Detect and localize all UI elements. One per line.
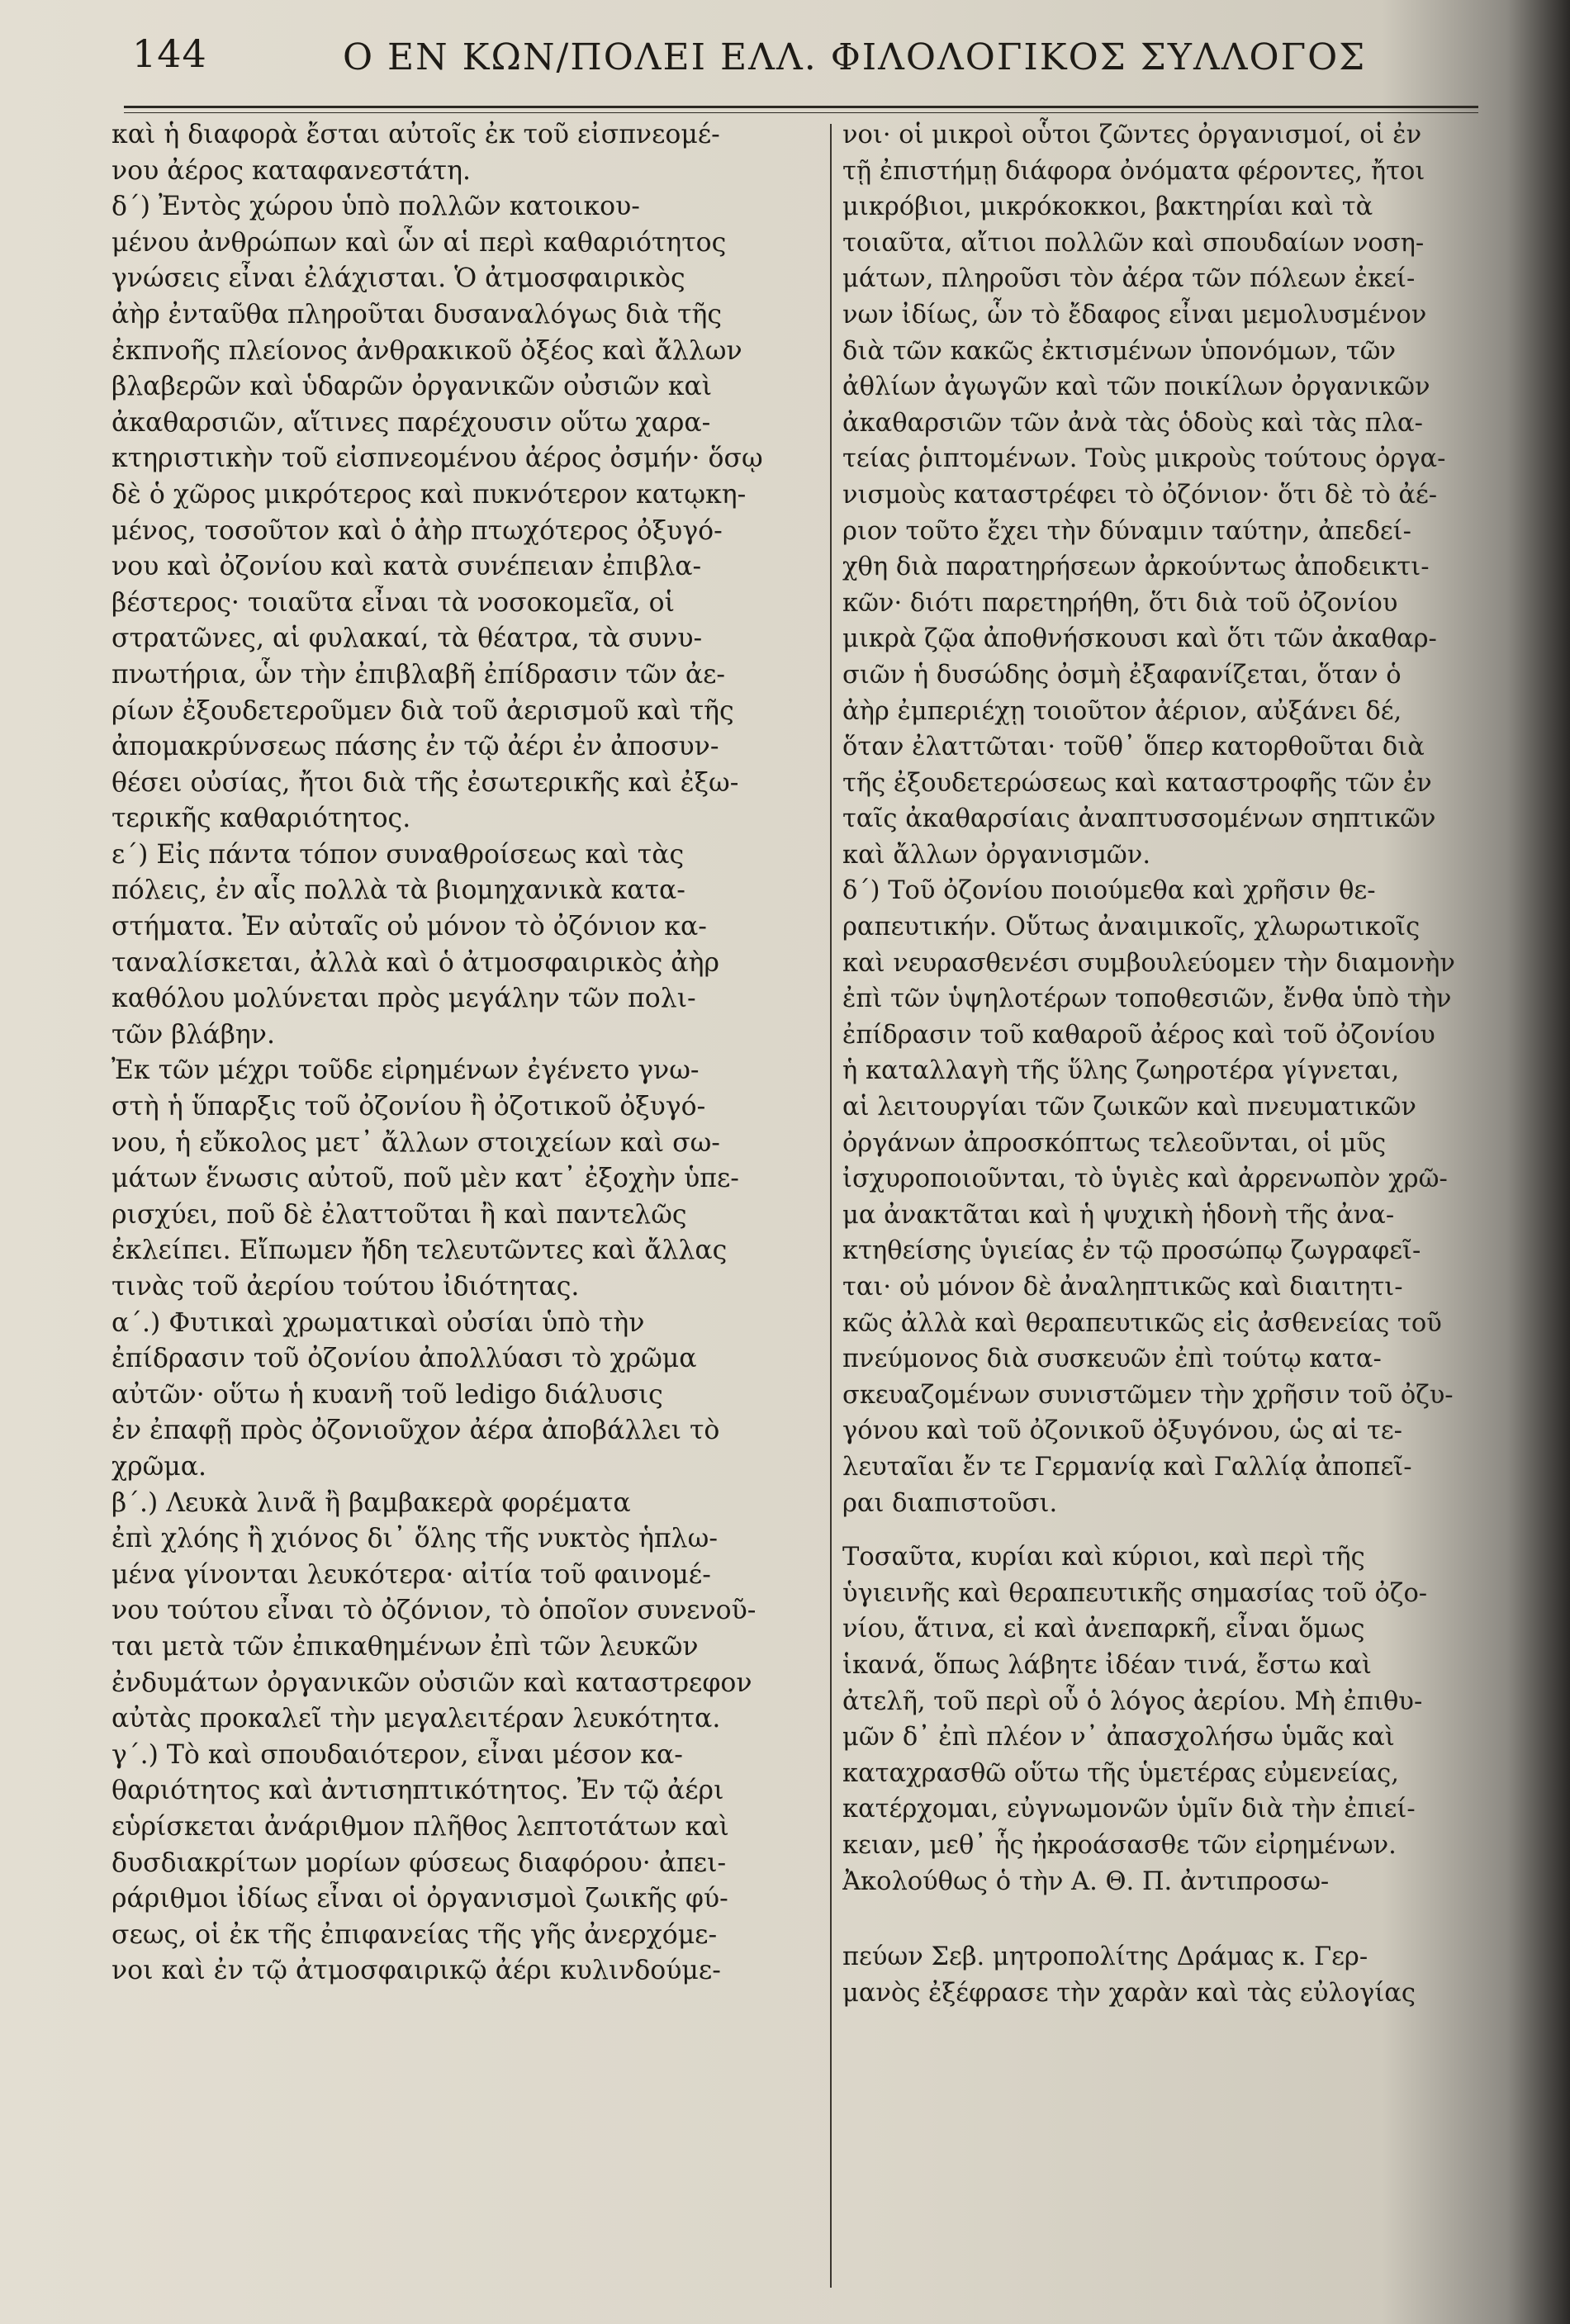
- text-line: λευταῖαι ἔν τε Γερμανίᾳ καὶ Γαλλίᾳ ἀποπεῖ-: [842, 1452, 1412, 1482]
- text-line: τερικῆς καθαριότητος.: [111, 804, 411, 834]
- text-line: ἀκαθαρσιῶν, αἵτινες παρέχουσιν οὕτω χαρα-: [111, 407, 711, 438]
- text-line: μένου ἀνθρώπων καὶ ὧν αἱ περὶ καθαριότητος: [111, 227, 727, 258]
- text-line: εὑρίσκεται ἀνάριθμον πλῆθος λεπτοτάτων καὶ: [111, 1811, 729, 1842]
- text-line: ἀτελῆ, τοῦ περὶ οὗ ὁ λόγος ἀερίου. Μὴ ἐπιθυ-: [842, 1686, 1423, 1716]
- text-line: ἀθλίων ἀγωγῶν καὶ τῶν ποικίλων ὀργανικῶν: [842, 372, 1430, 402]
- paragraph-gap: [842, 1521, 1478, 1539]
- text-line: μικρὰ ζῷα ἀποθνήσκουσι καὶ ὅτι τῶν ἀκαθαρ-: [842, 624, 1437, 654]
- text-line: ὀργάνων ἀπροσκόπτως τελεοῦνται, οἱ μῦς: [842, 1128, 1387, 1158]
- text-line: ἐκλείπει. Εἴπωμεν ἤδη τελευτῶντες καὶ ἄλλας: [111, 1236, 728, 1266]
- text-line: ράριθμοι ἰδίως εἶναι οἱ ὀργανισμοὶ ζωικῆς φύ-: [111, 1884, 728, 1914]
- text-line: πόλεις, ἐν αἷς πολλὰ τὰ βιομηχανικὰ κατα-: [111, 875, 685, 906]
- text-line: ταῖς ἀκαθαρσίαις ἀναπτυσσομένων σηπτικῶν: [842, 804, 1436, 834]
- text-line: δὲ ὁ χῶρος μικρότερος καὶ πυκνότερον κατῳκη-: [111, 479, 747, 510]
- text-line: ἐκπνοῆς πλείονος ἀνθρακικοῦ ὀξέος καὶ ἄλλων: [111, 335, 742, 366]
- text-line: ε΄) Εἰς πάντα τόπον συναθροίσεως καὶ τὰς: [111, 839, 685, 870]
- text-line: νου καὶ ὀζονίου καὶ κατὰ συνέπειαν ἐπιβλα-: [111, 552, 702, 582]
- running-title: Ο ΕΝ ΚΩΝ/ΠΟΛΕΙ ΕΛΛ. ΦΙΛΟΛΟΓΙΚΟΣ ΣΥΛΛΟΓΟΣ: [343, 36, 1367, 78]
- text-line: γ΄.) Τὸ καὶ σπουδαιότερον, εἶναι μέσον κα-: [111, 1739, 683, 1770]
- text-line: γνώσεις εἶναι ἐλάχισται. Ὁ ἀτμοσφαιρικὸς: [111, 263, 685, 294]
- text-line: τῆς ἐξουδετερώσεως καὶ καταστροφῆς τῶν ἐν: [842, 768, 1432, 798]
- text-line: καὶ νευρασθενέσι συμβουλεύομεν τὴν διαμονὴν: [842, 948, 1455, 978]
- text-line: νου τούτου εἶναι τὸ ὀζόνιον, τὸ ὁποῖον συνενοῦ-: [111, 1596, 757, 1626]
- text-line: ὅταν ἐλαττῶται· τοῦθ᾽ ὅπερ κατορθοῦται διὰ: [842, 733, 1425, 762]
- text-line: α΄.) Φυτικαὶ χρωματικαὶ οὐσίαι ὑπὸ τὴν: [111, 1307, 645, 1338]
- text-line: πνεύμονος διὰ συσκευῶν ἐπὶ τούτῳ κατα-: [842, 1345, 1382, 1374]
- text-line: ἐπὶ τῶν ὑψηλοτέρων τοποθεσιῶν, ἔνθα ὑπὸ τὴν: [842, 984, 1452, 1014]
- text-line: αὐτῶν· οὕτω ἡ κυανῆ τοῦ ledigo διάλυσις: [111, 1379, 663, 1410]
- text-line: ἰσχυροποιοῦνται, τὸ ὑγιὲς καὶ ἀρρενωπὸν χρῶ-: [842, 1164, 1448, 1194]
- text-line: νου, ἡ εὔκολος μετ᾽ ἄλλων στοιχείων καὶ σω-: [111, 1127, 720, 1158]
- text-line: χθη διὰ παρατηρήσεων ἀρκούντως ἀποδεικτι-: [842, 553, 1430, 582]
- text-line: βέστερος· τοιαῦτα εἶναι τὰ νοσοκομεῖα, οἱ: [111, 587, 675, 618]
- text-line: κειαν, μεθ᾽ ἧς ἠκροάσασθε τῶν εἰρημένων.: [842, 1830, 1397, 1860]
- text-line: β΄.) Λευκὰ λινᾶ ἢ βαμβακερὰ φορέματα: [111, 1487, 631, 1518]
- text-line: τινὰς τοῦ ἀερίου τούτου ἰδιότητας.: [111, 1272, 580, 1302]
- text-line: νοι· οἱ μικροὶ οὗτοι ζῶντες ὀργανισμοί, οἱ ἐν: [842, 121, 1422, 149]
- text-line: ταναλίσκεται, ἀλλὰ καὶ ὁ ἀτμοσφαιρικὸς ἀὴρ: [111, 947, 719, 978]
- text-line: μένα γίνονται λευκότερα· αἰτία τοῦ φαινομέ-: [111, 1559, 711, 1590]
- text-line: ἐνδυμάτων ὀργανικῶν οὐσιῶν καὶ καταστρεφον: [111, 1667, 752, 1698]
- page-header: [132, 25, 1367, 99]
- text-line: μάτων, πληροῦσι τὸν ἀέρα τῶν πόλεων ἐκεί-: [842, 264, 1416, 294]
- text-line: αἱ λειτουργίαι τῶν ζωικῶν καὶ πνευματικῶν: [842, 1093, 1416, 1122]
- text-line: μένος, τοσοῦτον καὶ ὁ ἀὴρ πτωχότερος ὀξυγό-: [111, 515, 723, 546]
- left-column: [111, 117, 780, 1990]
- text-line: ἀὴρ ἐνταῦθα πληροῦται δυσαναλόγως διὰ τῆς: [111, 299, 723, 330]
- text-line: τῶν βλάβην.: [111, 1019, 275, 1050]
- right-column: [842, 117, 1478, 2011]
- text-line: καταχρασθῶ οὕτω τῆς ὑμετέρας εὐμενείας,: [842, 1758, 1399, 1788]
- text-line: ραι διαπιστοῦσι.: [842, 1488, 1058, 1518]
- text-line: κατέρχομαι, εὐγνωμονῶν ὑμῖν διὰ τὴν ἐπιεί-: [842, 1795, 1416, 1824]
- header-rule: [124, 106, 1478, 108]
- text-line: ἐν ἐπαφῇ πρὸς ὀζονιοῦχον ἀέρα ἀποβάλλει τὸ: [111, 1416, 720, 1446]
- text-line: στρατῶνες, αἱ φυλακαί, τὰ θέατρα, τὰ συνυ-: [111, 624, 703, 654]
- text-line: βλαβερῶν καὶ ὑδαρῶν ὀργανικῶν οὐσιῶν καὶ: [111, 372, 713, 402]
- text-line: ριον τοῦτο ἔχει τὴν δύναμιν ταύτην, ἀπεδεί-: [842, 516, 1411, 546]
- text-line: τῇ ἐπιστήμῃ διάφορα ὀνόματα φέροντες, ἤτοι: [842, 156, 1425, 186]
- text-line: πεύων Σεβ. μητροπολίτης Δράμας κ. Γερ-: [842, 1942, 1368, 1972]
- text-line: δ΄) Ἐντὸς χώρου ὑπὸ πολλῶν κατοικου-: [111, 192, 640, 222]
- text-line: γόνου καὶ τοῦ ὀζονικοῦ ὀξυγόνου, ὡς αἱ τε-: [842, 1416, 1402, 1446]
- text-line: ἐπὶ χλόης ἢ χιόνος δι᾽ ὅλης τῆς νυκτὸς ἡπλω-: [111, 1524, 718, 1554]
- text-line: κῶν· διότι παρετηρήθη, ὅτι διὰ τοῦ ὀζονίου: [842, 588, 1398, 618]
- text-line: Ἀκολούθως ὁ τὴν Α. Θ. Π. ἀντιπροσω-: [842, 1866, 1330, 1896]
- text-line: μανὸς ἐξέφρασε τὴν χαρὰν καὶ τὰς εὐλογίας: [842, 1978, 1416, 2008]
- text-line: κτηθείσης ὑγιείας ἐν τῷ προσώπῳ ζωγραφεῖ-: [842, 1236, 1421, 1266]
- text-line: μικρόβιοι, μικρόκοκκοι, βακτηρίαι καὶ τὰ: [842, 192, 1373, 222]
- text-line: ἐπίδρασιν τοῦ καθαροῦ ἀέρος καὶ τοῦ ὀζονίου: [842, 1020, 1435, 1050]
- text-line: τείας ῥιπτομένων. Τοὺς μικροὺς τούτους ὀργα-: [842, 444, 1446, 474]
- text-line: ρισχύει, ποῦ δὲ ἐλαττοῦται ἢ καὶ παντελῶς: [111, 1199, 687, 1230]
- text-line: χρῶμα.: [111, 1451, 207, 1482]
- text-line: νισμοὺς καταστρέφει τὸ ὀζόνιον· ὅτι δὲ τὸ ἀέ-: [842, 480, 1438, 510]
- text-line: ἀπομακρύνσεως πάσης ἐν τῷ ἀέρι ἐν ἀποσυν-: [111, 732, 719, 762]
- text-line: διὰ τῶν κακῶς ἐκτισμένων ὑπονόμων, τῶν: [842, 336, 1397, 366]
- text-line: ἡ καταλλαγὴ τῆς ὕλης ζωηροτέρα γίγνεται,: [842, 1056, 1400, 1086]
- text-line: ἐπίδρασιν τοῦ ὀζονίου ἀπολλύασι τὸ χρῶμα: [111, 1344, 697, 1374]
- paragraph-gap: [842, 1900, 1478, 1939]
- text-line: σεως, οἱ ἐκ τῆς ἐπιφανείας τῆς γῆς ἀνερχόμε-: [111, 1919, 718, 1950]
- text-line: μῶν δ᾽ ἐπὶ πλέον ν᾽ ἀπασχολήσω ὑμᾶς καὶ: [842, 1723, 1395, 1752]
- text-line: σκευαζομένων συνιστῶμεν τὴν χρῆσιν τοῦ ὀζυ-: [842, 1380, 1454, 1410]
- page-number: 144: [132, 31, 207, 76]
- text-line: θέσει οὐσίας, ἤτοι διὰ τῆς ἐσωτερικῆς καὶ ἐξω-: [111, 767, 739, 798]
- text-line: ρίων ἐξουδετεροῦμεν διὰ τοῦ ἀερισμοῦ καὶ τῆς: [111, 695, 734, 726]
- text-line: Ἐκ τῶν μέχρι τοῦδε εἰρημένων ἐγένετο γνω-: [111, 1055, 700, 1086]
- text-line: δ΄) Τοῦ ὀζονίου ποιούμεθα καὶ χρῆσιν θε-: [842, 876, 1376, 906]
- text-line: Τοσαῦτα, κυρίαι καὶ κύριοι, καὶ περὶ τῆς: [842, 1543, 1365, 1572]
- text-line: στὴ ἡ ὕπαρξις τοῦ ὀζονίου ἢ ὀζοτικοῦ ὀξυγό-: [111, 1092, 706, 1122]
- text-line: ραπευτικήν. Οὕτως ἀναιμικοῖς, χλωρωτικοῖς: [842, 913, 1421, 942]
- text-line: πνωτήρια, ὧν τὴν ἐπιβλαβῆ ἐπίδρασιν τῶν ἀε-: [111, 659, 726, 690]
- header-rule-thin: [124, 112, 1478, 113]
- text-line: μα ἀνακτᾶται καὶ ἡ ψυχικὴ ἡδονὴ τῆς ἀνα-: [842, 1200, 1395, 1230]
- text-line: δυσδιακρίτων μορίων φύσεως διαφόρου· ἀπει-: [111, 1847, 727, 1878]
- text-line: τοιαῦτα, αἴτιοι πολλῶν καὶ σπουδαίων νοση-: [842, 228, 1425, 258]
- text-line: καὶ ἄλλων ὀργανισμῶν.: [842, 840, 1151, 870]
- text-line: ται· οὐ μόνον δὲ ἀναληπτικῶς καὶ διαιτητι-: [842, 1273, 1403, 1302]
- text-line: καὶ ἡ διαφορὰ ἔσται αὐτοῖς ἐκ τοῦ εἰσπνεομέ-: [111, 120, 720, 149]
- text-line: στήματα. Ἐν αὐταῖς οὐ μόνον τὸ ὀζόνιον κα-: [111, 912, 707, 942]
- text-line: θαριότητος καὶ ἀντισηπτικότητος. Ἐν τῷ ἀέρι: [111, 1776, 724, 1806]
- text-line: νίου, ἅτινα, εἰ καὶ ἀνεπαρκῆ, εἶναι ὅμως: [842, 1615, 1365, 1644]
- column-divider: [830, 124, 832, 2288]
- text-line: καθόλου μολύνεται πρὸς μεγάλην τῶν πολι-: [111, 984, 696, 1014]
- text-line: νου ἀέρος καταφανεστάτη.: [111, 155, 471, 186]
- text-line: νοι καὶ ἐν τῷ ἀτμοσφαιρικῷ ἀέρι κυλινδούμε-: [111, 1956, 721, 1986]
- text-line: μάτων ἕνωσις αὐτοῦ, ποῦ μὲν κατ᾽ ἐξοχὴν ὑπε-: [111, 1164, 739, 1194]
- text-line: ἱκανά, ὅπως λάβητε ἰδέαν τινά, ἔστω καὶ: [842, 1650, 1372, 1680]
- text-line: ὑγιεινῆς καὶ θεραπευτικῆς σημασίας τοῦ ὀζο-: [842, 1578, 1428, 1608]
- text-line: νων ἰδίως, ὧν τὸ ἔδαφος εἶναι μεμολυσμένον: [842, 300, 1427, 330]
- text-line: κτηριστικὴν τοῦ εἰσπνεομένου ἀέρος ὀσμήν· ὅσῳ: [111, 443, 763, 474]
- text-line: ται μετὰ τῶν ἐπικαθημένων ἐπὶ τῶν λευκῶν: [111, 1631, 699, 1662]
- text-line: σιῶν ἡ δυσώδης ὀσμὴ ἐξαφανίζεται, ὅταν ὁ: [842, 660, 1402, 690]
- text-line: ἀκαθαρσιῶν τῶν ἀνὰ τὰς ὁδοὺς καὶ τὰς πλα-: [842, 408, 1423, 438]
- text-line: ἀὴρ ἐμπεριέχῃ τοιοῦτον ἀέριον, αὐξάνει δέ,: [842, 696, 1402, 726]
- text-line: κῶς ἀλλὰ καὶ θεραπευτικῶς εἰς ἀσθενείας τοῦ: [842, 1308, 1442, 1338]
- text-line: αὐτὰς προκαλεῖ τὴν μεγαλειτέραν λευκότητα.: [111, 1704, 721, 1734]
